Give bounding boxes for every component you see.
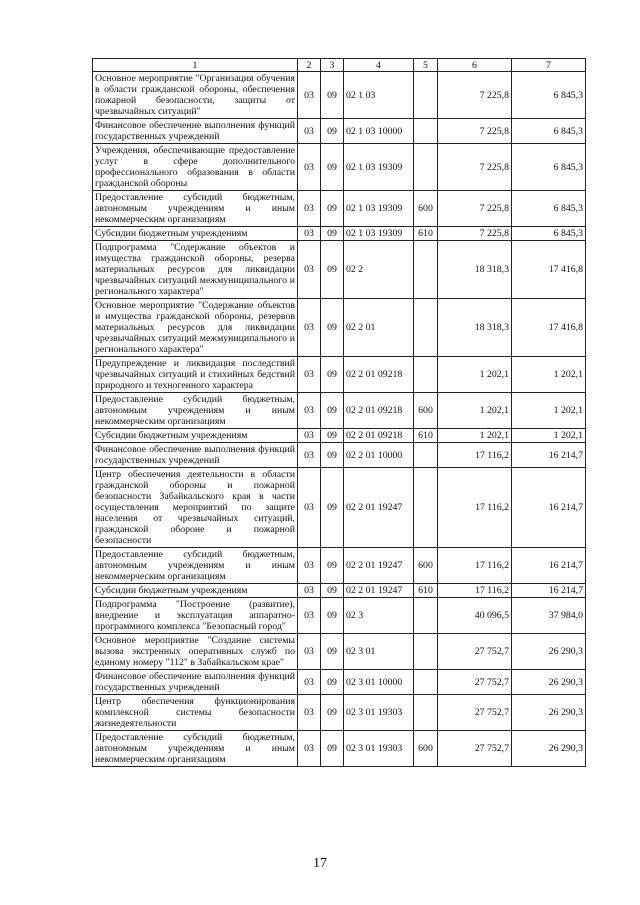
amount-col7-cell: 17 416,8 [512, 299, 586, 357]
amount-col6-cell: 7 225,8 [438, 191, 512, 227]
amount-col7-cell: 16 214,7 [512, 468, 586, 548]
row-name-cell: Центр обеспечения деятельности в области гражданской обороны и пожарной безопасности Забайкальского края в части осуществления мероприятий по защите населения от чрезвычайных ситуаций, гражданской обороне и пожарной безопасности [93, 468, 298, 548]
amount-col6-cell: 1 202,1 [438, 393, 512, 429]
section-cell: 03 [298, 227, 321, 241]
column-header: 2 [298, 59, 321, 72]
amount-col6-cell: 17 116,2 [438, 548, 512, 584]
section-cell: 03 [298, 429, 321, 443]
amount-col7-cell: 26 290,3 [512, 731, 586, 767]
column-header: 3 [321, 59, 344, 72]
expense-type-cell [414, 241, 438, 299]
table-row [93, 357, 586, 393]
header-row [93, 59, 586, 72]
subsection-cell: 09 [321, 634, 344, 670]
subsection-cell: 09 [321, 241, 344, 299]
column-header: 4 [344, 59, 414, 72]
row-name-cell: Основное мероприятие "Создание системы вызова экстренных оперативных служб по единому номеру "112" в Забайкальском крае" [93, 634, 298, 670]
row-name-cell: Субсидии бюджетным учреждениям [93, 584, 298, 598]
subsection-cell: 09 [321, 191, 344, 227]
subsection-cell: 09 [321, 429, 344, 443]
amount-col7-cell: 16 214,7 [512, 548, 586, 584]
subsection-cell: 09 [321, 548, 344, 584]
row-name-cell: Субсидии бюджетным учреждениям [93, 227, 298, 241]
row-name-cell: Центр обеспечения функционирования комплексной системы безопасности жизнедеятельности [93, 695, 298, 731]
section-cell: 03 [298, 731, 321, 767]
subsection-cell: 09 [321, 695, 344, 731]
table-row [93, 72, 586, 119]
amount-col6-cell: 27 752,7 [438, 670, 512, 695]
table-row [93, 468, 586, 548]
section-cell: 03 [298, 241, 321, 299]
row-name-cell: Финансовое обеспечение выполнения функций государственных учреждений [93, 119, 298, 144]
target-code-cell: 02 3 01 19303 [344, 731, 414, 767]
expense-type-cell [414, 598, 438, 634]
table-row [93, 695, 586, 731]
page-number: 17 [313, 856, 327, 871]
amount-col6-cell: 7 225,8 [438, 119, 512, 144]
expense-type-cell [414, 119, 438, 144]
table-row [93, 548, 586, 584]
table-row [93, 731, 586, 767]
target-code-cell: 02 3 01 [344, 634, 414, 670]
expense-type-cell [414, 670, 438, 695]
target-code-cell: 02 1 03 19309 [344, 144, 414, 191]
amount-col6-cell: 7 225,8 [438, 227, 512, 241]
table-row [93, 634, 586, 670]
section-cell: 03 [298, 119, 321, 144]
expense-type-cell: 600 [414, 191, 438, 227]
table-row [93, 119, 586, 144]
expense-type-cell: 600 [414, 731, 438, 767]
expense-type-cell [414, 144, 438, 191]
expense-type-cell [414, 299, 438, 357]
amount-col6-cell: 7 225,8 [438, 72, 512, 119]
amount-col7-cell: 1 202,1 [512, 357, 586, 393]
amount-col6-cell: 27 752,7 [438, 634, 512, 670]
section-cell: 03 [298, 670, 321, 695]
amount-col6-cell: 1 202,1 [438, 429, 512, 443]
expense-type-cell [414, 634, 438, 670]
section-cell: 03 [298, 393, 321, 429]
amount-col6-cell: 7 225,8 [438, 144, 512, 191]
row-name-cell: Подпрограмма "Построение (развитие), внедрение и эксплуатация аппаратно-программного комплекса "Безопасный город" [93, 598, 298, 634]
section-cell: 03 [298, 357, 321, 393]
amount-col7-cell: 26 290,3 [512, 634, 586, 670]
target-code-cell: 02 2 01 09218 [344, 393, 414, 429]
subsection-cell: 09 [321, 731, 344, 767]
amount-col6-cell: 18 318,3 [438, 241, 512, 299]
amount-col6-cell: 1 202,1 [438, 357, 512, 393]
expense-type-cell: 600 [414, 393, 438, 429]
expense-type-cell [414, 443, 438, 468]
expense-type-cell: 610 [414, 429, 438, 443]
target-code-cell: 02 1 03 10000 [344, 119, 414, 144]
table-row [93, 670, 586, 695]
row-name-cell: Предоставление субсидий бюджетным, автономным учреждениям и иным некоммерческим организациям [93, 731, 298, 767]
row-name-cell: Учреждения, обеспечивающие предоставление услуг в сфере дополнительного профессионального образования в области гражданской обороны [93, 144, 298, 191]
subsection-cell: 09 [321, 72, 344, 119]
amount-col7-cell: 6 845,3 [512, 144, 586, 191]
budget-table [92, 58, 586, 767]
amount-col6-cell: 17 116,2 [438, 443, 512, 468]
subsection-cell: 09 [321, 357, 344, 393]
section-cell: 03 [298, 299, 321, 357]
target-code-cell: 02 2 01 19247 [344, 468, 414, 548]
subsection-cell: 09 [321, 144, 344, 191]
amount-col6-cell: 18 318,3 [438, 299, 512, 357]
subsection-cell: 09 [321, 299, 344, 357]
amount-col6-cell: 17 116,2 [438, 584, 512, 598]
section-cell: 03 [298, 548, 321, 584]
row-name-cell: Основное мероприятие "Организация обучения в области гражданской обороны, обеспечения пожарной безопасности, защиты от чрезвычайных ситуаций" [93, 72, 298, 119]
target-code-cell: 02 2 01 19247 [344, 584, 414, 598]
amount-col7-cell: 6 845,3 [512, 72, 586, 119]
target-code-cell: 02 2 01 09218 [344, 429, 414, 443]
row-name-cell: Субсидии бюджетным учреждениям [93, 429, 298, 443]
table-header [93, 59, 586, 72]
table-row [93, 598, 586, 634]
table-row [93, 241, 586, 299]
section-cell: 03 [298, 72, 321, 119]
target-code-cell: 02 2 [344, 241, 414, 299]
row-name-cell: Предоставление субсидий бюджетным, автономным учреждениям и иным некоммерческим организациям [93, 191, 298, 227]
amount-col7-cell: 1 202,1 [512, 393, 586, 429]
amount-col7-cell: 37 984,0 [512, 598, 586, 634]
subsection-cell: 09 [321, 119, 344, 144]
amount-col7-cell: 1 202,1 [512, 429, 586, 443]
amount-col7-cell: 17 416,8 [512, 241, 586, 299]
amount-col6-cell: 17 116,2 [438, 468, 512, 548]
column-header: 1 [93, 59, 298, 72]
amount-col6-cell: 27 752,7 [438, 695, 512, 731]
row-name-cell: Финансовое обеспечение выполнения функций государственных учреждений [93, 670, 298, 695]
expense-type-cell: 610 [414, 227, 438, 241]
section-cell: 03 [298, 144, 321, 191]
row-name-cell: Предоставление субсидий бюджетным, автономным учреждениям и иным некоммерческим организациям [93, 548, 298, 584]
subsection-cell: 09 [321, 393, 344, 429]
row-name-cell: Основное мероприятие "Содержание объектов и имущества гражданской обороны, резервов материальных ресурсов для ликвидации чрезвычайных ситуаций межмуниципального и регионального характера" [93, 299, 298, 357]
amount-col6-cell: 40 096,5 [438, 598, 512, 634]
subsection-cell: 09 [321, 670, 344, 695]
target-code-cell: 02 3 01 10000 [344, 670, 414, 695]
section-cell: 03 [298, 443, 321, 468]
table-row [93, 144, 586, 191]
column-header: 6 [438, 59, 512, 72]
subsection-cell: 09 [321, 227, 344, 241]
expense-type-cell [414, 72, 438, 119]
target-code-cell: 02 1 03 [344, 72, 414, 119]
table-row [93, 584, 586, 598]
subsection-cell: 09 [321, 598, 344, 634]
target-code-cell: 02 2 01 [344, 299, 414, 357]
row-name-cell: Предоставление субсидий бюджетным, автономным учреждениям и иным некоммерческим организациям [93, 393, 298, 429]
target-code-cell: 02 1 03 19309 [344, 191, 414, 227]
section-cell: 03 [298, 191, 321, 227]
amount-col7-cell: 16 214,7 [512, 584, 586, 598]
target-code-cell: 02 3 [344, 598, 414, 634]
row-name-cell: Подпрограмма "Содержание объектов и имущества гражданской обороны, резерва материальных ресурсов для ликвидации чрезвычайных ситуаций межмуниципального и регионального характера" [93, 241, 298, 299]
amount-col7-cell: 26 290,3 [512, 695, 586, 731]
amount-col7-cell: 26 290,3 [512, 670, 586, 695]
table-row [93, 227, 586, 241]
amount-col7-cell: 6 845,3 [512, 119, 586, 144]
target-code-cell: 02 2 01 09218 [344, 357, 414, 393]
amount-col7-cell: 6 845,3 [512, 191, 586, 227]
subsection-cell: 09 [321, 468, 344, 548]
expense-type-cell: 600 [414, 548, 438, 584]
row-name-cell: Предупреждение и ликвидация последствий чрезвычайных ситуаций и стихийных бедствий природного и техногенного характера [93, 357, 298, 393]
target-code-cell: 02 3 01 19303 [344, 695, 414, 731]
amount-col7-cell: 16 214,7 [512, 443, 586, 468]
table-row [93, 429, 586, 443]
expense-type-cell [414, 695, 438, 731]
section-cell: 03 [298, 584, 321, 598]
table-row [93, 443, 586, 468]
table-row [93, 393, 586, 429]
table-row [93, 191, 586, 227]
expense-type-cell: 610 [414, 584, 438, 598]
table-row [93, 299, 586, 357]
expense-type-cell [414, 357, 438, 393]
table-body [93, 72, 586, 767]
expense-type-cell [414, 468, 438, 548]
column-header: 5 [414, 59, 438, 72]
section-cell: 03 [298, 468, 321, 548]
amount-col7-cell: 6 845,3 [512, 227, 586, 241]
section-cell: 03 [298, 634, 321, 670]
row-name-cell: Финансовое обеспечение выполнения функций государственных учреждений [93, 443, 298, 468]
target-code-cell: 02 1 03 19309 [344, 227, 414, 241]
target-code-cell: 02 2 01 10000 [344, 443, 414, 468]
amount-col6-cell: 27 752,7 [438, 731, 512, 767]
subsection-cell: 09 [321, 443, 344, 468]
target-code-cell: 02 2 01 19247 [344, 548, 414, 584]
subsection-cell: 09 [321, 584, 344, 598]
section-cell: 03 [298, 695, 321, 731]
section-cell: 03 [298, 598, 321, 634]
column-header: 7 [512, 59, 586, 72]
